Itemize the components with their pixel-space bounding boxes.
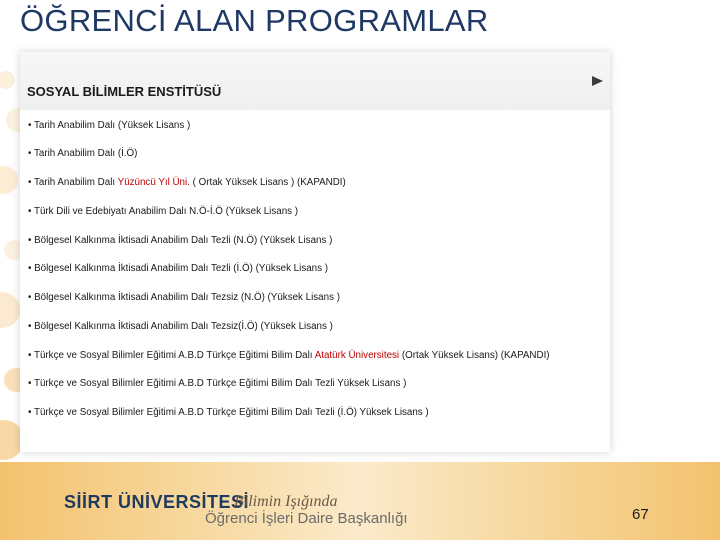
page-title: ÖĞRENCİ ALAN PROGRAMLAR [20,3,489,38]
section-subtitle: SOSYAL BİLİMLER ENSTİTÜSÜ [27,84,222,99]
list-item: • Tarih Anabilim Dalı (Yüksek Lisans ) [28,120,191,131]
list-item: • Tarih Anabilim Dalı Yüzüncü Yıl Üni. ( Ortak Yüksek Lisans ) (KAPANDI) [28,177,346,188]
list-item: • Türkçe ve Sosyal Bilimler Eğitimi A.B.D Türkçe Eğitimi Bilim Dalı Atatürk Üniversitesi (Ortak Yüksek Lisans) (KAPANDI) [28,350,550,361]
list-item: • Türkçe ve Sosyal Bilimler Eğitimi A.B.D Türkçe Eğitimi Bilim Dalı Tezli (İ.Ö) Yüksek Lisans ) [28,407,429,418]
partner-university: Yüzüncü Yıl Üni. [117,177,190,188]
list-item: • Türk Dili ve Edebiyatı Anabilim Dalı N.Ö-İ.Ö (Yüksek Lisans ) [28,206,299,217]
page-number: 67 [632,506,649,523]
list-item: • Türkçe ve Sosyal Bilimler Eğitimi A.B.D Türkçe Eğitimi Bilim Dalı Tezli Yüksek Lisans ) [28,378,407,389]
list-item: • Tarih Anabilim Dalı (İ.Ö) [28,148,138,159]
list-item: • Bölgesel Kalkınma İktisadi Anabilim Dalı Tezsiz (N.Ö) (Yüksek Lisans ) [28,292,340,303]
list-item: • Bölgesel Kalkınma İktisadi Anabilim Dalı Tezsiz(İ.Ö) (Yüksek Lisans ) [28,321,333,332]
list-item: • Bölgesel Kalkınma İktisadi Anabilim Dalı Tezli (N.Ö) (Yüksek Lisans ) [28,235,333,246]
university-slogan: Bilimin Işığında [234,493,338,510]
footer-department: Öğrenci İşleri Daire Başkanlığı [205,510,408,527]
partner-university: Atatürk Üniversitesi [314,350,400,361]
list-item: • Bölgesel Kalkınma İktisadi Anabilim Dalı Tezli (İ.Ö) (Yüksek Lisans ) [28,263,328,274]
program-list [28,0,618,540]
university-logo-text: SİİRT ÜNİVERSİTESİ [64,492,250,512]
